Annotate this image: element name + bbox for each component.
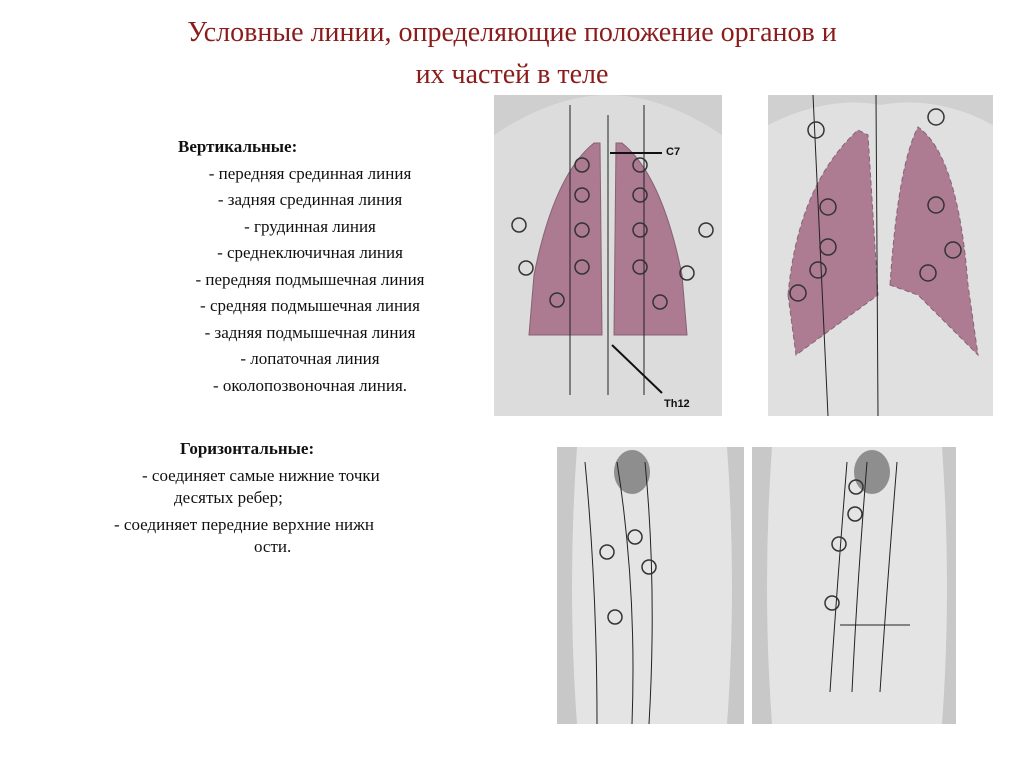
- list-item: - соединяет передние верхние нижн: [114, 514, 374, 534]
- list-item: - средняя подмышечная линия: [200, 296, 420, 315]
- list-item: - передняя срединная линия: [208, 163, 412, 183]
- th12-label: Th12: [664, 398, 690, 410]
- list-item: - задняя срединная линия: [217, 190, 403, 209]
- back-view-lungs-image: [494, 95, 722, 416]
- title-line-2: их частей в теле: [415, 59, 609, 90]
- c7-label: C7: [666, 146, 681, 158]
- horizontal-lines-list: [112, 436, 472, 561]
- list-item: - соединяет самые нижние точки: [142, 465, 380, 485]
- list-item: - передняя подмышечная линия: [195, 269, 425, 289]
- right-side-view-image: [557, 447, 744, 724]
- title-line-1: Условные линии, определяющие положение органов и: [187, 17, 837, 48]
- horizontal-heading: Горизонтальные:: [180, 439, 315, 458]
- list-item: - грудинная линия: [244, 216, 376, 236]
- list-item: - среднеключичная линия: [217, 243, 403, 262]
- left-side-view-image: [752, 447, 956, 724]
- list-item: - околопозвоночная линия.: [212, 375, 408, 395]
- list-item: - лопаточная линия: [240, 349, 380, 368]
- vertical-heading: Вертикальные:: [178, 137, 298, 156]
- front-view-lungs-image: [768, 95, 993, 416]
- list-item: - задняя подмышечная линия: [204, 322, 416, 342]
- slide-title: [60, 12, 964, 96]
- list-item: ости.: [254, 537, 292, 556]
- vertical-lines-list: [140, 134, 470, 399]
- list-item: десятых ребер;: [174, 488, 283, 507]
